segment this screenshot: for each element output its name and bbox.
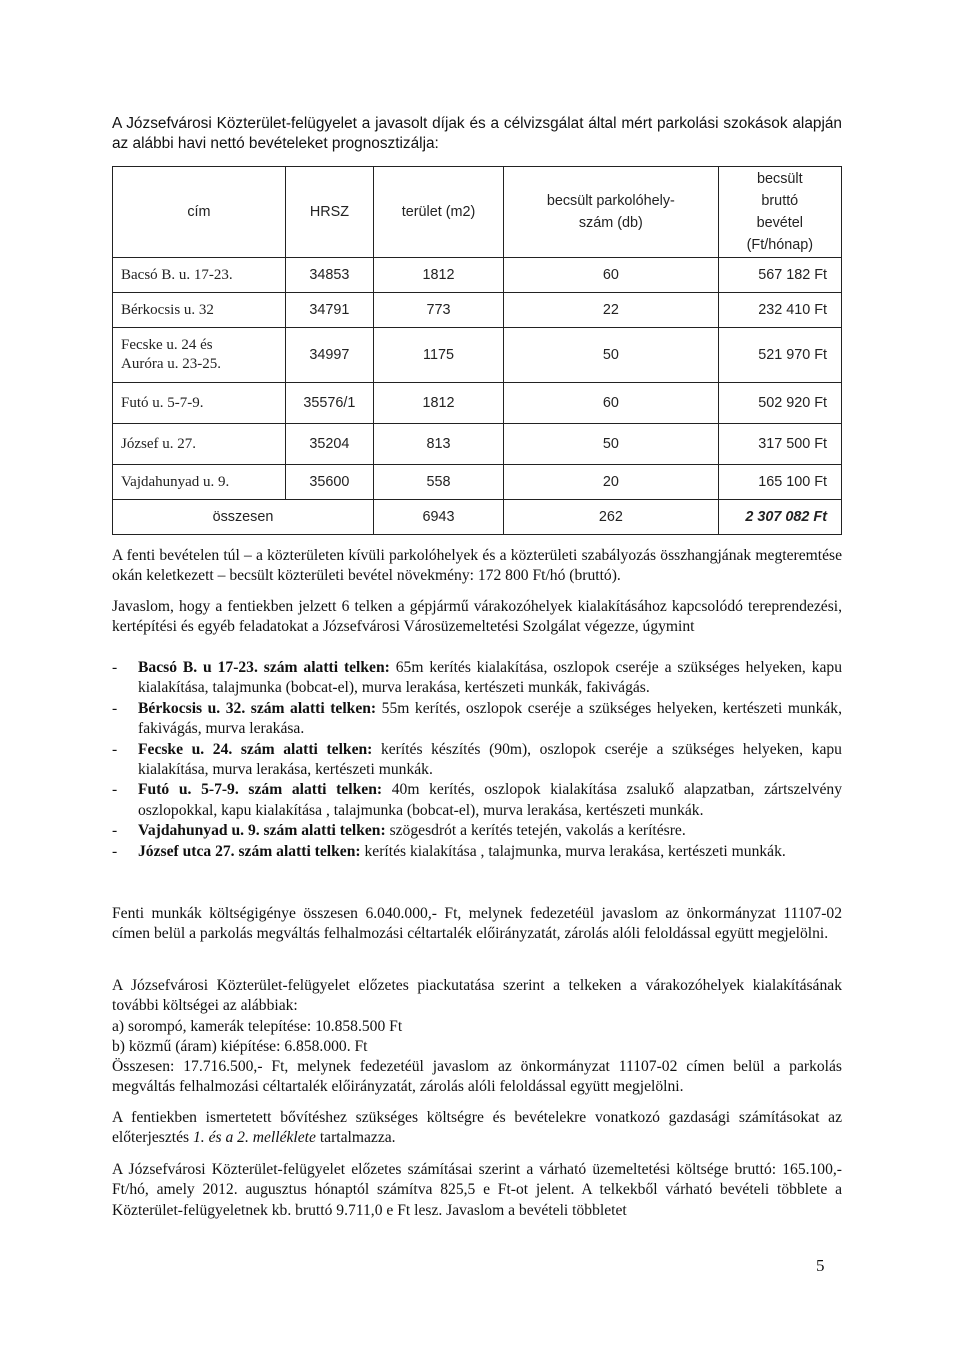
table-header-row [113,167,842,258]
calc-annex-ref: 1. és a 2. melléklete [192,1129,316,1147]
item-text: 55m kerítés, oszlopok cseréje a szükséges helyeken, kertészeti munkák, fakivágás, murva lerakása. [138,699,842,738]
item-text: 65m kerítés kialakítása, oszlopok cseréje a szükséges helyeken, kapu kialakítása, talajmunka (bobcat-el), murva lerakása, kertészeti munkák, fakivágás. [138,659,843,697]
calc-text-2: tartalmazza. [315,1129,396,1147]
works-list [112,658,842,862]
cost-item-b: b) közmű (áram) kiépítése: 6.858.000. Ft [112,1038,368,1055]
revenue-table [112,166,842,535]
table-row [113,328,842,383]
total-area: 6943 [373,500,503,535]
cell-spots: 60 [504,383,719,424]
paragraph-extra-revenue: A fenti bevételen túl – a közterületen kívüli parkolóhelyek és a közterületi szabályozás összhangjának megteremtése okán keletkezett – becsült közterületi bevétel növekmény: 172 800 Ft/hó (bruttó). [112,547,842,585]
cell-hrsz: 35204 [285,424,373,465]
item-title: József utca 27. szám alatti telken: [138,842,361,860]
list-item [112,658,842,699]
cell-hrsz: 34791 [285,293,373,328]
paragraph-total: Összesen: 17.716.500,- Ft, melynek fedezetéül javaslom az önkormányzat 11107-02 címen belül a parkolás megváltás felhalmozási céltartalék előirányzatát, zárolás alóli feloldással együtt megjelölni. [112,1058,842,1096]
cell-hrsz: 34853 [285,258,373,293]
item-title: Futó u. 5-7-9. szám alatti telken: [138,781,383,799]
col-header-spots: becsült parkolóhely-szám (db) [504,167,719,258]
cell-area: 773 [373,293,503,328]
table-row [113,424,842,465]
list-item [112,821,842,841]
item-title: Bacsó B. u 17-23. szám alatti telken: [138,659,390,676]
cell-area: 558 [373,465,503,500]
cell-address: József u. 27. [113,424,286,465]
total-revenue: 2 307 082 Ft [718,500,841,535]
list-dash: - [112,822,118,840]
cell-revenue: 521 970 Ft [718,328,841,383]
col-header-revenue: becsült bruttó bevétel (Ft/hónap) [718,167,841,258]
list-item [112,699,842,740]
cell-revenue: 232 410 Ft [718,293,841,328]
list-dash: - [112,699,118,717]
cell-area: 813 [373,424,503,465]
item-text: 40m kerítés, oszlopok kialakítása zsalukő alapzatban, zártszelvény oszlopokkal, kapu kialakítása , talajmunka (bobcat-el), murva lerakása, kertészeti munkák. [138,781,842,819]
cell-address: Fecske u. 24 és Auróra u. 23-25. [113,328,286,383]
col-header-address: cím [113,167,286,258]
cell-address: Futó u. 5-7-9. [113,383,286,424]
paragraph-operating-cost: A Józsefvárosi Közterület-felügyelet előzetes számításai szerint a várható üzemeltetési költsége bruttó: 165.100,- Ft/hó, amely 2012. augusztus hónaptól számítva 825,5 e Ft-ot jelent. A telkekből várható bevételi többlete a Közterület-felügyeletnek kb. bruttó 9.711,0 e Ft lesz. Javaslom a bevételi többletet [112,1161,842,1219]
cell-revenue: 165 100 Ft [718,465,841,500]
cell-spots: 50 [504,424,719,465]
cell-revenue: 567 182 Ft [718,258,841,293]
table-row [113,383,842,424]
list-dash: - [112,740,118,758]
col-header-hrsz: HRSZ [285,167,373,258]
item-title: Fecske u. 24. szám alatti telken: [138,740,373,758]
list-item [112,780,842,821]
paragraph-proposal: Javaslom, hogy a fentiekben jelzett 6 telken a gépjármű várakozóhelyek kialakításához kapcsolódó tereprendezési, kertépítési és egyéb feladatokat a Józsefvárosi Városüzemeltetési Szolgálat végezze, úgymint [112,598,842,636]
table-row [113,465,842,500]
cell-address: Bacsó B. u. 17-23. [113,258,286,293]
intro-text: A Józsefvárosi Közterület-felügyelet a javasolt díjak és a célvizsgálat által mért parkolási szokások alapján az alábbi havi nettó bevételeket prognosztizálja: [112,115,842,153]
item-title: Vajdahunyad u. 9. szám alatti telken: [138,822,386,840]
total-spots: 262 [504,500,719,535]
cell-address: Vajdahunyad u. 9. [113,465,286,500]
list-dash: - [112,842,118,860]
list-dash: - [112,781,118,799]
item-text: kerítés készítés (90m), oszlopok cseréje a szükséges helyeken, kapu kialakítása, murva lerakása, kertészeti munkák. [138,740,842,779]
paragraph-market-research: A Józsefvárosi Közterület-felügyelet előzetes piackutatása szerint a telkeken a várakozóhelyek kialakításának további költségei az alábbiak: [112,977,842,1015]
paragraph-costs: Fenti munkák költségigénye összesen 6.040.000,- Ft, melynek fedezetéül javaslom az önkormányzat 11107-02 címen belül a parkolás megváltás felhalmozási céltartalék előirányzatát, zárolás alóli feloldással együtt megjelölni. [112,905,842,943]
cell-area: 1812 [373,383,503,424]
cell-address: Bérkocsis u. 32 [113,293,286,328]
page-number: 5 [816,1256,825,1275]
item-text: szögesdrót a kerítés tetején, vakolás a kerítésre. [385,822,686,840]
cell-hrsz: 35576/1 [285,383,373,424]
cell-revenue: 502 920 Ft [718,383,841,424]
list-dash: - [112,659,118,676]
list-item [112,842,842,862]
item-text: kerítés kialakítása , talajmunka, murva lerakása, kertészeti munkák. [360,842,786,860]
table-total-row [113,500,842,535]
cell-area: 1812 [373,258,503,293]
cell-spots: 60 [504,258,719,293]
table-row [113,258,842,293]
item-title: Bérkocsis u. 32. szám alatti telken: [138,699,377,717]
cell-area: 1175 [373,328,503,383]
paragraph-calculations [112,1108,842,1149]
calc-text-1: A fentiekben ismertetett bővítéshez szükséges költségre és bevételekre vonatkozó gazdasági számításokat az előterjesztés [112,1109,842,1147]
table-row [113,293,842,328]
cost-item-a: a) sorompó, kamerák telepítése: 10.858.500 Ft [112,1018,403,1035]
cell-spots: 20 [504,465,719,500]
cell-hrsz: 34997 [285,328,373,383]
cell-hrsz: 35600 [285,465,373,500]
cell-spots: 22 [504,293,719,328]
total-label: összesen [113,500,374,535]
list-item [112,740,842,781]
cell-revenue: 317 500 Ft [718,424,841,465]
cell-spots: 50 [504,328,719,383]
col-header-area: terület (m2) [373,167,503,258]
